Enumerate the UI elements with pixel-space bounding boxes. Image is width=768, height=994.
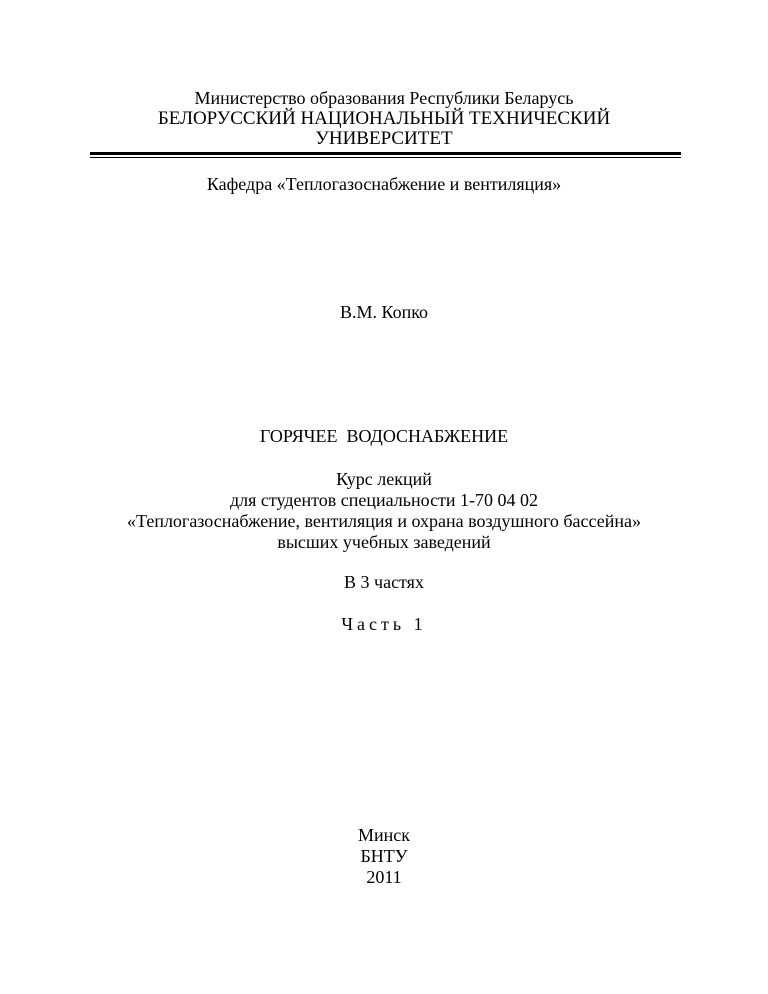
course-type: Курс лекций — [336, 469, 432, 489]
institutions-line: высших учебных заведений — [277, 532, 491, 552]
ministry-line: Министерство образования Республики Беларусь — [194, 88, 574, 108]
current-part: Часть 1 — [341, 614, 427, 634]
header-divider-thick — [90, 152, 681, 155]
imprint-publisher: БНТУ — [360, 846, 408, 866]
specialty-line: «Теплогазоснабжение, вентиляция и охрана воздушного бассейна» — [127, 511, 641, 531]
university-name-line-1: БЕЛОРУССКИЙ НАЦИОНАЛЬНЫЙ ТЕХНИЧЕСКИЙ — [157, 108, 611, 129]
header-divider-thin — [90, 157, 681, 158]
author-name: В.М. Копко — [339, 302, 429, 322]
university-name-line-2: УНИВЕРСИТЕТ — [315, 128, 453, 149]
imprint-year: 2011 — [366, 867, 402, 887]
department-line: Кафедра «Теплогазоснабжение и вентиляция» — [206, 174, 562, 194]
audience-line: для студентов специальности 1-70 04 02 — [229, 490, 539, 510]
parts-total: В 3 частях — [344, 572, 424, 592]
document-title: ГОРЯЧЕЕ ВОДОСНАБЖЕНИЕ — [259, 426, 509, 446]
imprint-city: Минск — [357, 825, 410, 845]
